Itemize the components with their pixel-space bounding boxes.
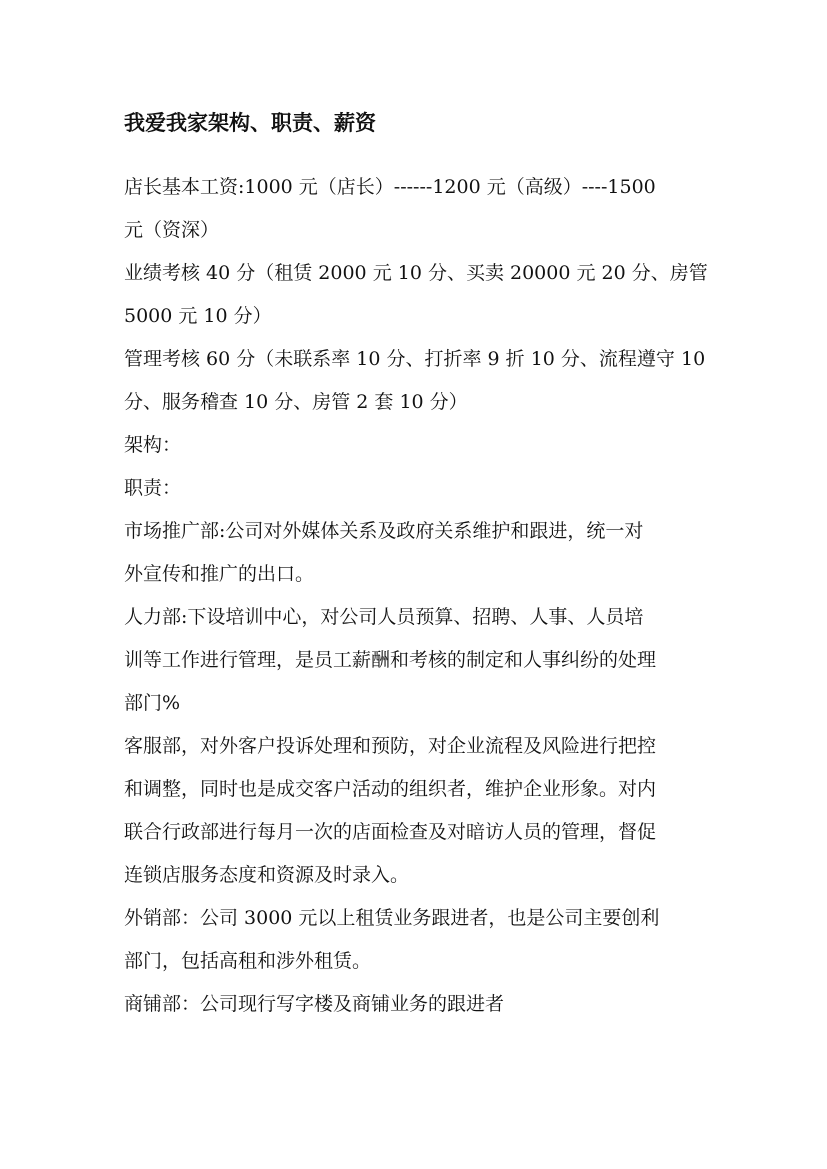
text-line: 分、服务稽查 10 分、房管 2 套 10 分） — [124, 391, 468, 413]
text-line: 管理考核 60 分（未联系率 10 分、打折率 9 折 10 分、流程遵守 10 — [124, 348, 706, 370]
text-line: 部门% — [124, 692, 181, 714]
text-line: 职责： — [124, 477, 182, 499]
text-line: 和调整，同时也是成交客户活动的组织者，维护企业形象。对内 — [124, 778, 657, 800]
commercial-dept-paragraph — [124, 983, 714, 1026]
text-line: 连锁店服务态度和资源及时录入。 — [124, 864, 410, 886]
text-line: 元（资深） — [124, 219, 220, 241]
duties-heading — [124, 467, 714, 510]
text-line: 外宣传和推广的出口。 — [124, 563, 315, 585]
management-assessment-paragraph — [124, 338, 714, 424]
external-sales-dept-paragraph — [124, 897, 714, 983]
document-title: 我爱我家架构、职责、薪资 — [124, 110, 376, 135]
customer-service-dept-paragraph — [124, 725, 714, 897]
text-line: 商铺部：公司现行写字楼及商铺业务的跟进者 — [124, 993, 505, 1015]
text-line: 5000 元 10 分） — [124, 305, 272, 327]
structure-heading — [124, 424, 714, 467]
text-line: 外销部：公司 3000 元以上租赁业务跟进者，也是公司主要创利 — [124, 907, 660, 929]
text-line: 联合行政部进行每月一次的店面检查及对暗访人员的管理，督促 — [124, 821, 657, 843]
document-body — [124, 166, 714, 1026]
text-line: 人力部:下设培训中心，对公司人员预算、招聘、人事、人员培 — [124, 606, 644, 628]
text-line: 店长基本工资:1000 元（店长）------1200 元（高级）----1500 — [124, 176, 656, 198]
text-line: 业绩考核 40 分（租赁 2000 元 10 分、买卖 20000 元 20 分、房管 — [124, 262, 708, 284]
text-line: 市场推广部:公司对外媒体关系及政府关系维护和跟进，统一对 — [124, 520, 644, 542]
hr-dept-paragraph — [124, 596, 714, 725]
text-line: 客服部，对外客户投诉处理和预防，对企业流程及风险进行把控 — [124, 735, 657, 757]
salary-paragraph — [124, 166, 714, 252]
text-line: 训等工作进行管理，是员工薪酬和考核的制定和人事纠纷的处理 — [124, 649, 657, 671]
marketing-dept-paragraph — [124, 510, 714, 596]
text-line: 架构： — [124, 434, 182, 456]
text-line: 部门，包括高租和涉外租赁。 — [124, 950, 372, 972]
performance-assessment-paragraph — [124, 252, 714, 338]
